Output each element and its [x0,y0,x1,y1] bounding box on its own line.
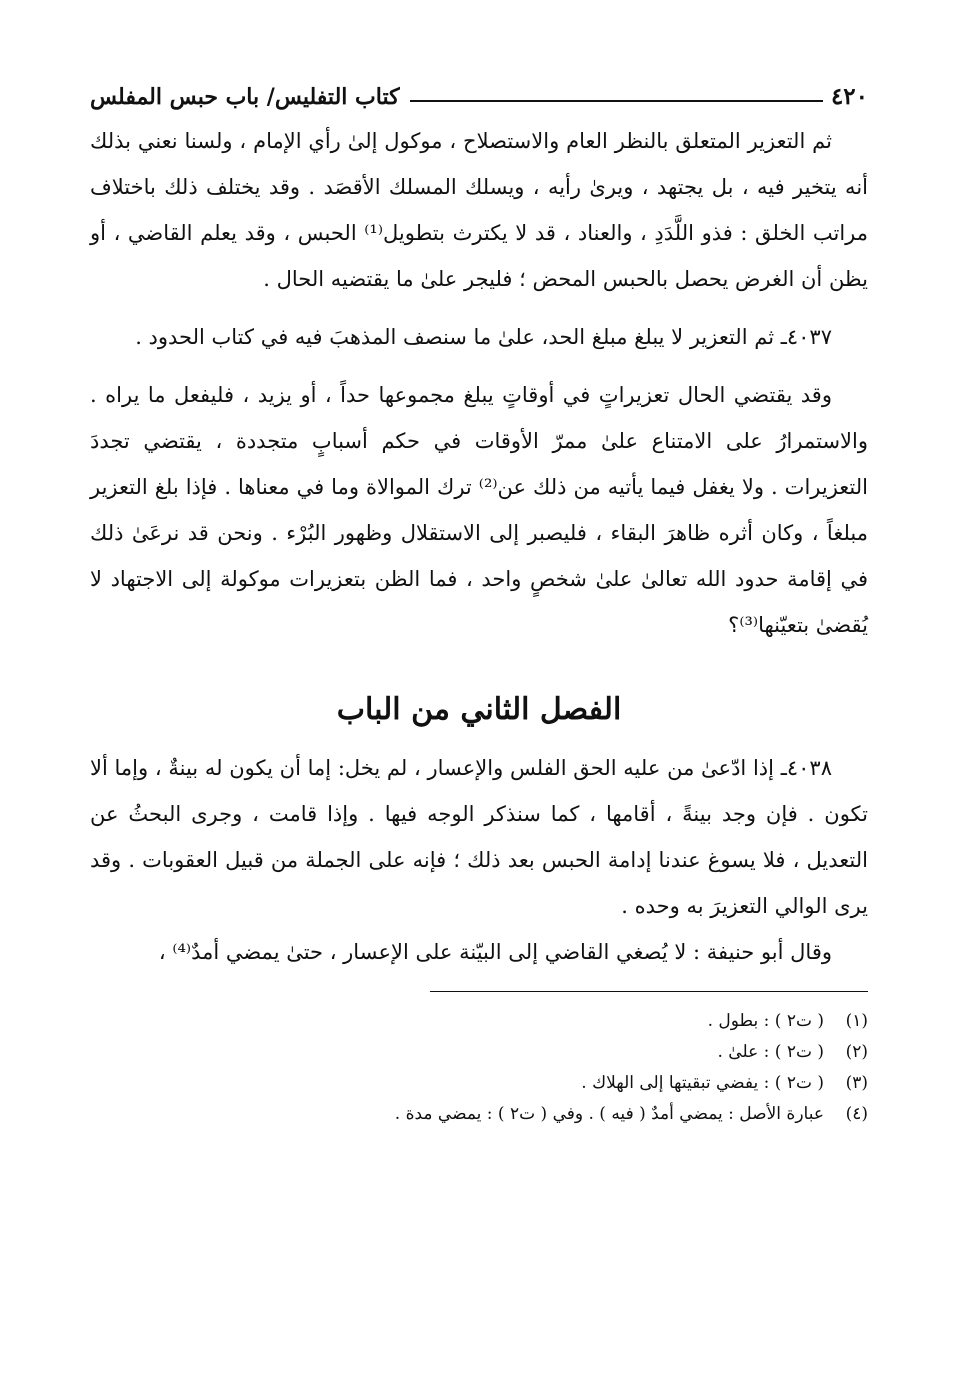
paragraph-1: ثم التعزير المتعلق بالنظر العام والاستصلاح ، موكول إلىٰ رأي الإمام ، ولسنا نعني بذلك أنه يتخير فيه ، بل يجتهد ، ويرىٰ رأيه ، ويسلك المسلك الأقصَد . وقد يختلف ذلك باختلاف مراتب الخلق : فذو اللَّدَدِ ، والعناد ، قد لا يكترث بتطويل⁽¹⁾ الحبس ، وقد يعلم القاضي ، أو يظن أن الغرض يحصل بالحبس المحض ؛ فليجر علىٰ ما يقتضيه الحال . [90,129,869,291]
footnotes [90,1006,868,1130]
paragraph-4038: ٤٠٣٨ـ إذا ادّعىٰ من عليه الحق الفلس والإعسار ، لم يخل: إما أن يكون له بينةٌ ، وإما ألا تكون . فإن وجد بينةً ، أقامها ، كما سنذكر الوجه فيها . وإذا قامت ، وجرى البحثُ عن التعديل ، فلا يسوغ عندنا إدامة الحبس بعد ذلك ؛ فإنه على الجملة من قبيل العقوبات . وقد يرى الوالي التعزيرَ به وحده . [90,756,868,918]
running-header [90,70,868,110]
running-title: كتاب التفليس/ باب حبس المفلس [90,84,400,110]
paragraph-abu-hanifa: وقال أبو حنيفة : لا يُصغي القاضي إلى البيّنة على الإعسار ، حتىٰ يمضي أمدٌ⁽⁴⁾ ، [158,940,832,964]
footnote-1 [90,1006,868,1037]
footnote-2 [90,1037,868,1068]
footnote-3 [90,1068,868,1099]
footnote-number: (١) [845,1011,868,1031]
paragraph-4037: ٤٠٣٧ـ ثم التعزير لا يبلغ مبلغ الحد، علىٰ ما سنصف المذهبَ فيه في كتاب الحدود . [135,325,832,349]
footnote-number: (٣) [845,1073,868,1093]
page-number: ٤٢٠ [830,83,868,110]
footnote-number: (٢) [845,1042,868,1062]
footnote-number: (٤) [845,1104,868,1124]
footnote-rule [430,991,868,992]
paragraph-3: وقد يقتضي الحال تعزيراتٍ في أوقاتٍ يبلغ مجموعها حداً ، أو يزيد ، فليفعل ما يراه . والاستمرارُ على الامتناع علىٰ ممرّ الأوقات في حكم أسبابٍ متجددة ، يقتضي تجددَ التعزيرات . ولا يغفل فيما يأتيه من ذلك عن⁽²⁾ ترك الموالاة وما في معناها . فإذا بلغ التعزير مبلغاً ، وكان أثره ظاهرَ البقاء ، فليصبر إلى الاستقلال وظهور البُرْء . ونحن قد نرعَىٰ ذلك في إقامة حدود الله تعالىٰ علىٰ شخصٍ واحد ، فما الظن بتعزيرات موكولة إلى الاجتهاد لا يُقضىٰ بتعيّنها⁽³⁾؟ [90,383,869,637]
book-page [90,70,868,1130]
footnote-text: ( ت٢ ) : بطول . [707,1011,824,1031]
section-heading: الفصل الثاني من الباب [336,692,622,727]
footnote-text: ( ت٢ ) : علىٰ . [717,1042,824,1062]
footnote-4 [90,1099,868,1130]
footnote-text: عبارة الأصل : يمضي أمدٌ ( فيه ) . وفي ( ت٢ ) : يمضي مدة . [394,1104,824,1124]
header-rule [410,100,823,102]
footnote-text: ( ت٢ ) : يفضي تبقيتها إلى الهلاك . [581,1073,824,1093]
